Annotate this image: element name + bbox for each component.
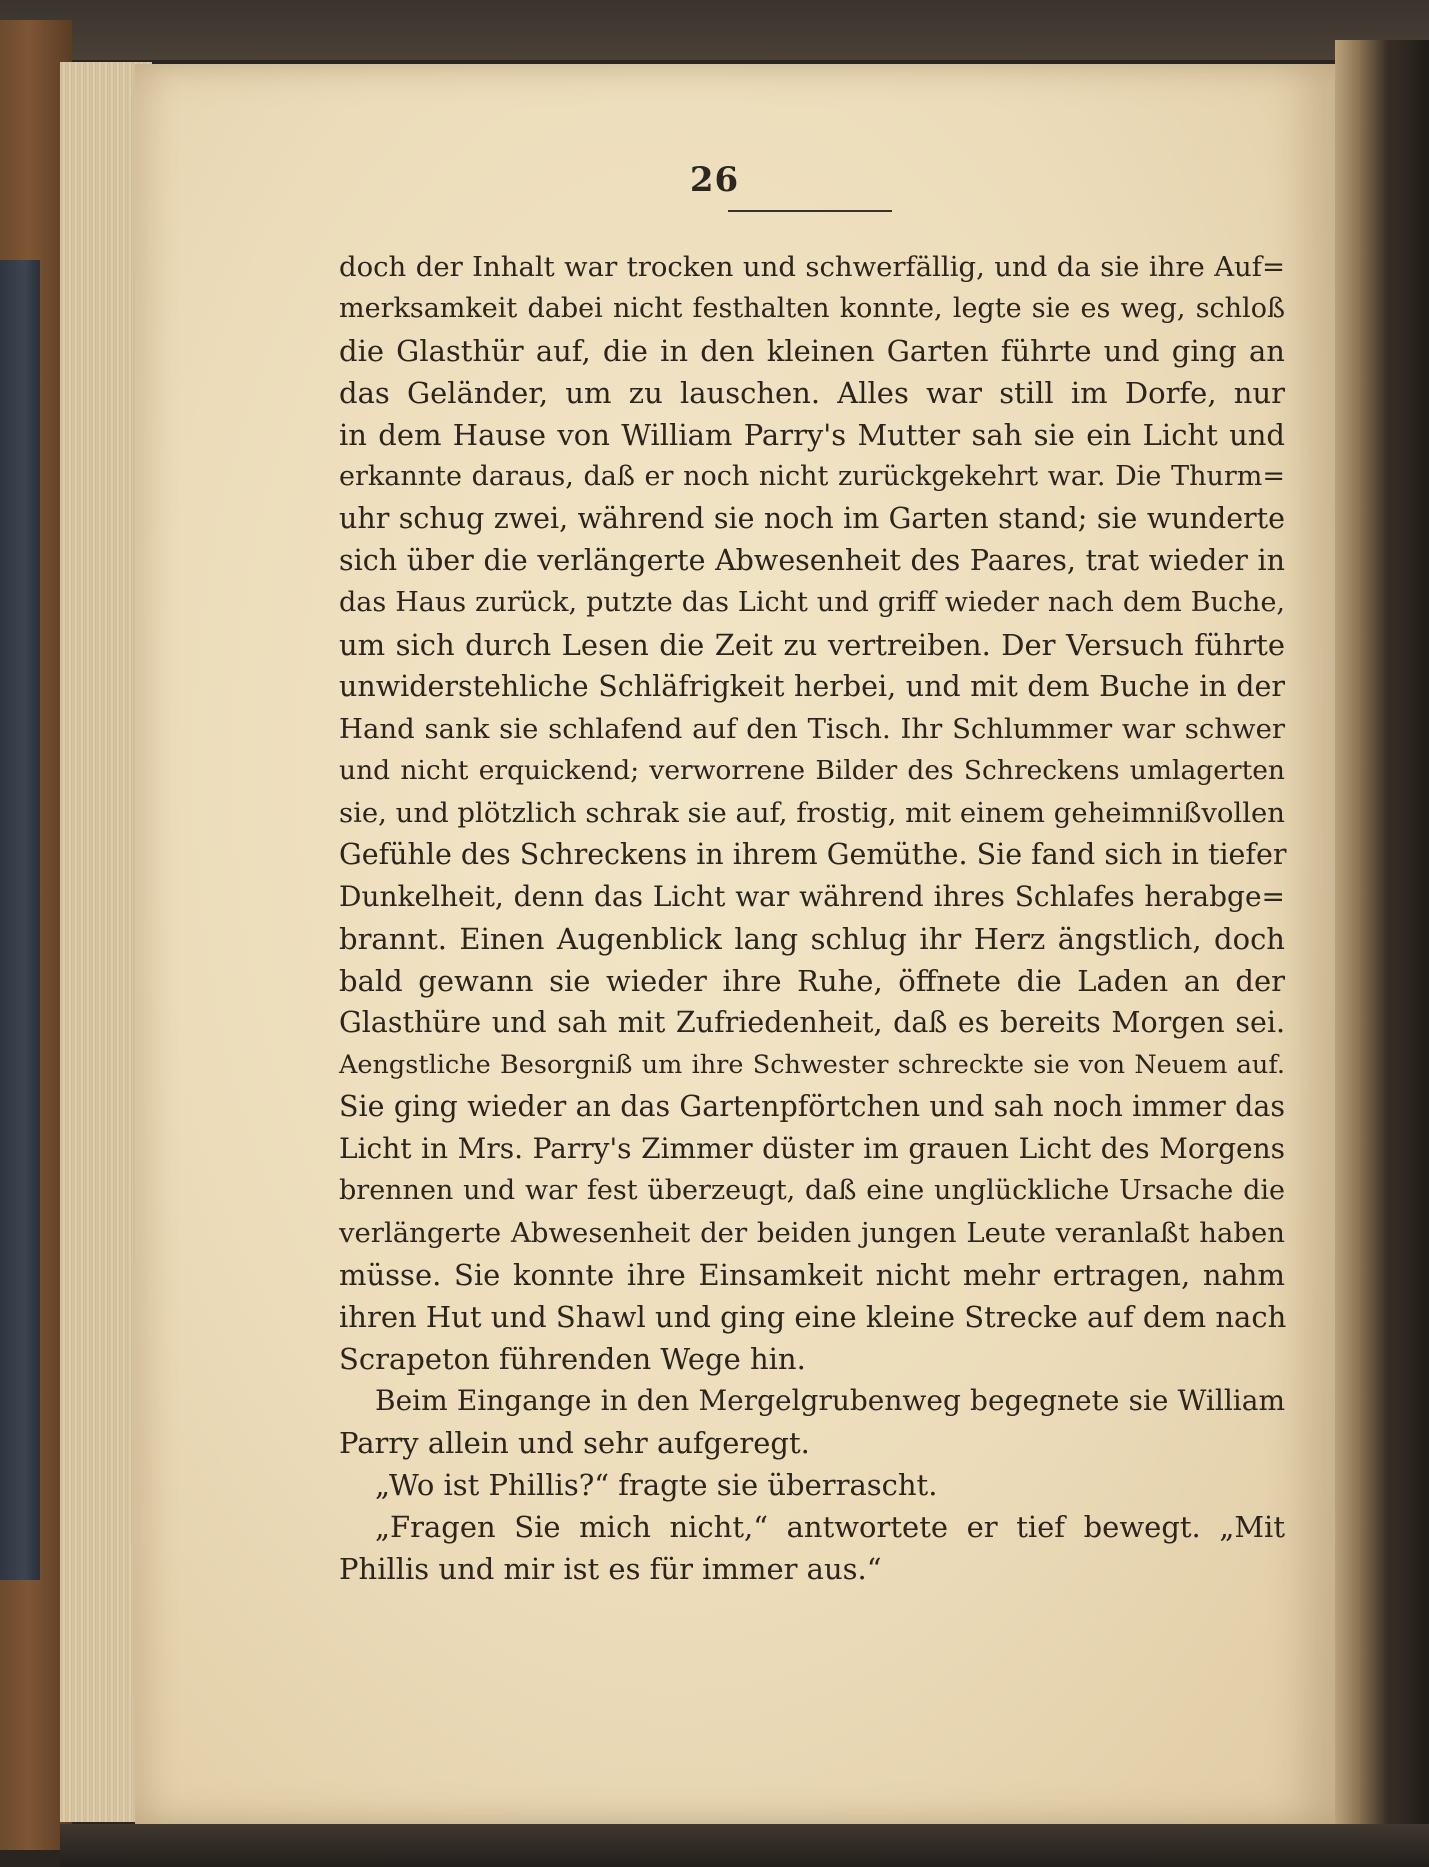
text-line: „Wo ist Phillis?“ fragte sie überrascht. bbox=[375, 1468, 938, 1502]
text-line: und nicht erquickend; verworrene Bilder des Schreckens umlagerten bbox=[339, 755, 1285, 786]
page-number: 26 bbox=[689, 160, 740, 200]
text-line: sie, und plötzlich schrak sie auf, frostig, mit einem geheimnißvollen bbox=[339, 797, 1285, 829]
text-line: bald gewann sie wieder ihre Ruhe, öffnete die Laden an der bbox=[339, 964, 1285, 998]
book-gutter bbox=[1335, 40, 1429, 1840]
book-background-top bbox=[0, 0, 1429, 60]
text-line: sich über die verlängerte Abwesenheit des Paares, trat wieder in bbox=[339, 544, 1285, 577]
page-number-rule bbox=[728, 210, 892, 212]
text-line: unwiderstehliche Schläfrigkeit herbei, und mit dem Buche in der bbox=[339, 670, 1285, 703]
text-line: müsse. Sie konnte ihre Einsamkeit nicht mehr ertragen, nahm bbox=[339, 1258, 1285, 1292]
text-line: Scrapeton führenden Wege hin. bbox=[339, 1342, 806, 1376]
text-line: uhr schug zwei, während sie noch im Garten stand; sie wunderte bbox=[339, 502, 1285, 535]
text-line: das Geländer, um zu lauschen. Alles war still im Dorfe, nur bbox=[339, 376, 1285, 410]
text-line: Parry allein und sehr aufgeregt. bbox=[339, 1426, 810, 1460]
text-line: verlängerte Abwesenheit der beiden jungen Leute veranlaßt haben bbox=[339, 1217, 1285, 1249]
text-line: Phillis und mir ist es für immer aus.“ bbox=[339, 1552, 882, 1586]
book-cover-cloth-strip bbox=[0, 260, 40, 1580]
text-line: Hand sank sie schlafend auf den Tisch. Ihr Schlummer war schwer bbox=[339, 713, 1285, 745]
text-line: Sie ging wieder an das Gartenpförtchen und sah noch immer das bbox=[339, 1090, 1285, 1123]
text-line: Dunkelheit, denn das Licht war während ihres Schlafes herabge= bbox=[339, 880, 1285, 913]
text-line: Aengstliche Besorgniß um ihre Schwester schreckte sie von Neuem auf. bbox=[339, 1050, 1285, 1080]
text-line: die Glasthür auf, die in den kleinen Garten führte und ging an bbox=[339, 334, 1285, 368]
text-line: um sich durch Lesen die Zeit zu vertreiben. Der Versuch führte bbox=[339, 628, 1285, 662]
text-line: brennen und war fest überzeugt, daß eine unglückliche Ursache die bbox=[339, 1175, 1285, 1206]
text-line: merksamkeit dabei nicht festhalten konnte, legte sie es weg, schloß bbox=[339, 293, 1285, 324]
text-line: Gefühle des Schreckens in ihrem Gemüthe. Sie fand sich in tiefer bbox=[339, 838, 1287, 871]
text-line: erkannte daraus, daß er noch nicht zurückgekehrt war. Die Thurm= bbox=[339, 461, 1285, 492]
text-line: „Fragen Sie mich nicht,“ antwortete er tief bewegt. „Mit bbox=[375, 1510, 1285, 1544]
text-line: doch der Inhalt war trocken und schwerfällig, und da sie ihre Auf= bbox=[339, 251, 1285, 283]
text-line: Glasthüre und sah mit Zufriedenheit, daß es bereits Morgen sei. bbox=[339, 1006, 1285, 1039]
text-line: das Haus zurück, putzte das Licht und griff wieder nach dem Buche, bbox=[339, 587, 1285, 618]
text-line: Licht in Mrs. Parry's Zimmer düster im grauen Licht des Morgens bbox=[339, 1132, 1285, 1165]
text-line: ihren Hut und Shawl und ging eine kleine Strecke auf dem nach bbox=[339, 1300, 1287, 1334]
book-bottom-edge bbox=[60, 1824, 1429, 1867]
text-line: in dem Hause von William Parry's Mutter sah sie ein Licht und bbox=[339, 418, 1285, 452]
text-line: brannt. Einen Augenblick lang schlug ihr Herz ängstlich, doch bbox=[339, 922, 1285, 956]
page-text bbox=[339, 246, 1285, 1590]
text-line: Beim Eingange in den Mergelgrubenweg begegnete sie William bbox=[375, 1384, 1285, 1417]
